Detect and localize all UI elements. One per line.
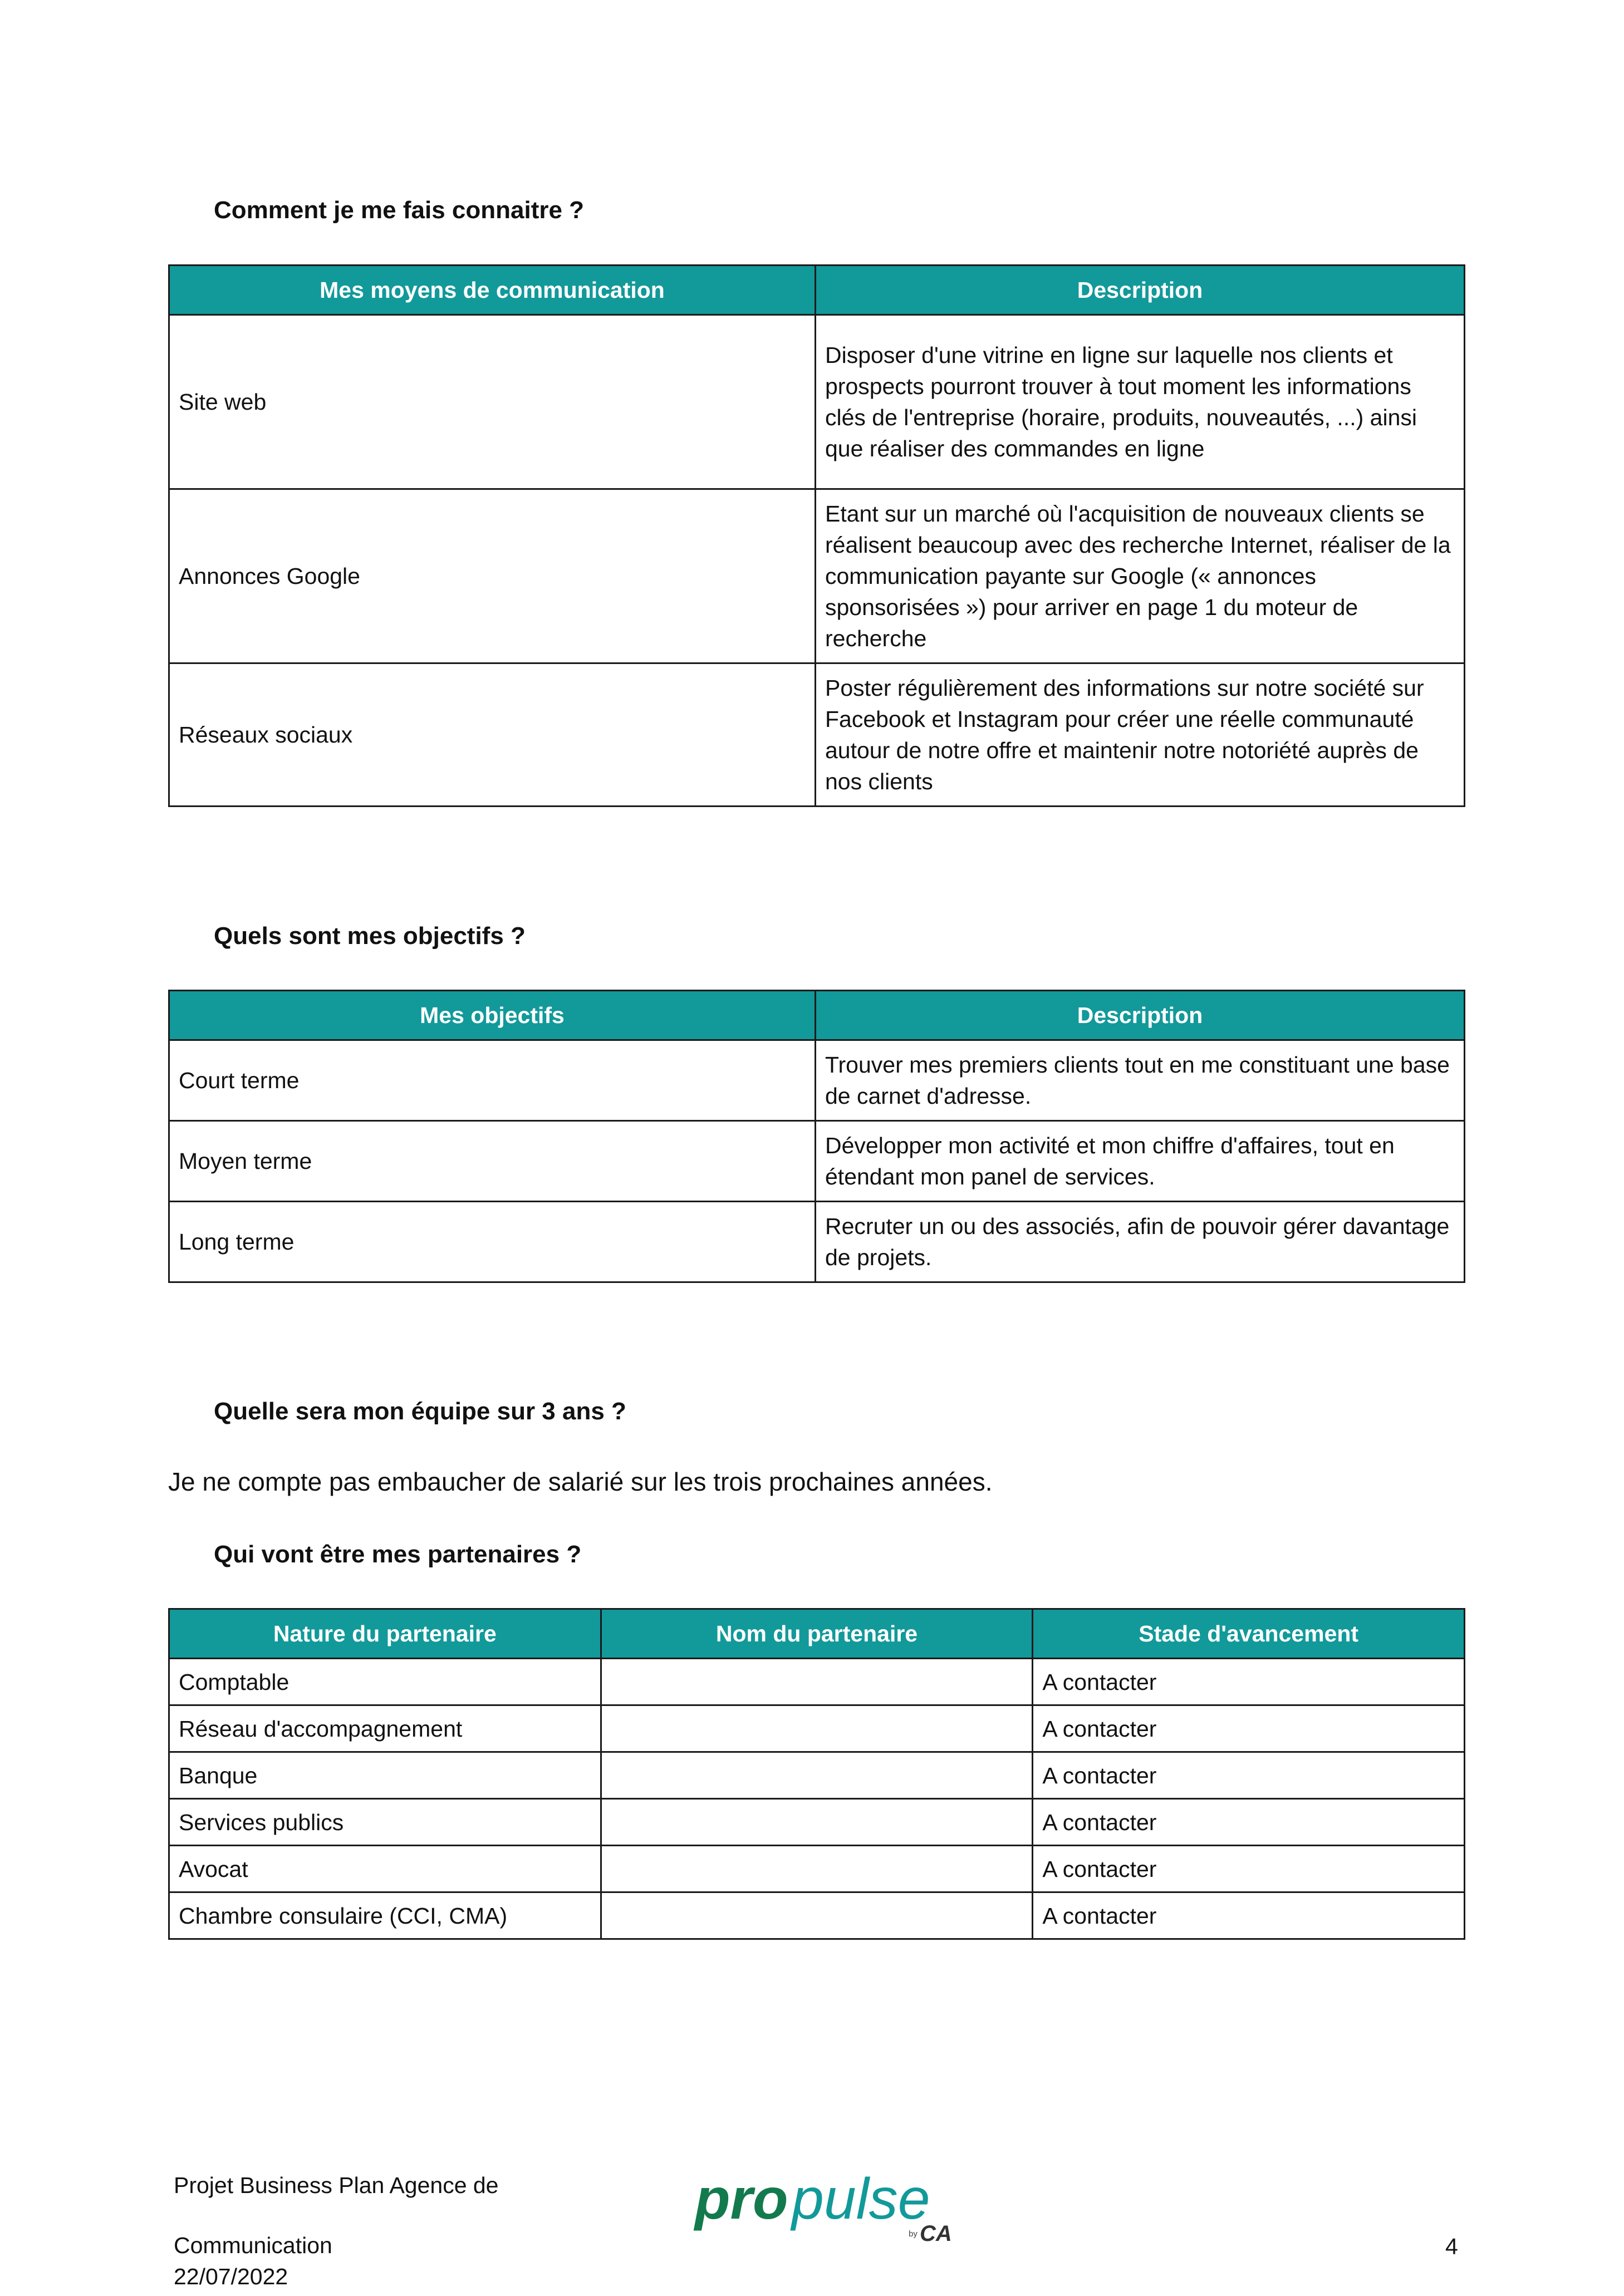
column-header-description: Description (816, 991, 1465, 1040)
communication-means-cell: Annonces Google (169, 489, 816, 663)
table-row (169, 1705, 1465, 1752)
communication-means-cell: Réseaux sociaux (169, 663, 816, 807)
objective-term-cell: Court terme (169, 1040, 816, 1121)
column-header-description: Description (816, 266, 1465, 315)
table-row (169, 1121, 1465, 1202)
partner-stage-cell: A contacter (1033, 1705, 1465, 1752)
logo-text-pro: pro (695, 2167, 788, 2231)
table-row (169, 1846, 1465, 1892)
footer-date: 22/07/2022 (174, 2264, 288, 2289)
objective-term-cell: Moyen terme (169, 1121, 816, 1202)
partner-name-cell (601, 1752, 1033, 1799)
table-row (169, 663, 1465, 807)
partners-table (168, 1608, 1465, 1940)
communication-heading: Comment je me fais connaitre ? (214, 196, 585, 224)
partner-stage-cell: A contacter (1033, 1799, 1465, 1846)
objectives-table (168, 990, 1465, 1283)
communication-means-cell: Site web (169, 315, 816, 489)
partner-stage-cell: A contacter (1033, 1659, 1465, 1705)
table-row (169, 489, 1465, 663)
logo-byline: by (909, 2229, 918, 2239)
partner-nature-cell: Chambre consulaire (CCI, CMA) (169, 1892, 601, 1939)
table-row (169, 1799, 1465, 1846)
objectives-heading: Quels sont mes objectifs ? (214, 922, 526, 950)
partner-name-cell (601, 1799, 1033, 1846)
partner-name-cell (601, 1705, 1033, 1752)
partner-name-cell (601, 1846, 1033, 1892)
objective-description-cell: Recruter un ou des associés, afin de pouvoir gérer davantage de projets. (816, 1202, 1465, 1282)
communication-table (168, 264, 1465, 807)
table-header-row (169, 991, 1465, 1040)
communication-description-cell: Disposer d'une vitrine en ligne sur laquelle nos clients et prospects pourront trouver à tout moment les informations clés de l'entreprise (horaire, produits, nouveautés, ...) ainsi que réaliser des commandes en ligne (816, 315, 1465, 489)
table-row (169, 1202, 1465, 1282)
column-header-objective: Mes objectifs (169, 991, 816, 1040)
column-header-stage: Stade d'avancement (1033, 1609, 1465, 1659)
communication-description-cell: Poster régulièrement des informations sur notre société sur Facebook et Instagram pour créer une réelle communauté autour de notre offre et maintenir notre notoriété auprès de nos clients (816, 663, 1465, 807)
partner-stage-cell: A contacter (1033, 1752, 1465, 1799)
partners-heading: Qui vont être mes partenaires ? (214, 1541, 582, 1568)
objective-description-cell: Trouver mes premiers clients tout en me constituant une base de carnet d'adresse. (816, 1040, 1465, 1121)
objective-term-cell: Long terme (169, 1202, 816, 1282)
footer-project-title-line2: Communication (174, 2233, 332, 2258)
table-row (169, 1659, 1465, 1705)
column-header-means: Mes moyens de communication (169, 266, 816, 315)
partner-nature-cell: Services publics (169, 1799, 601, 1846)
column-header-name: Nom du partenaire (601, 1609, 1033, 1659)
team-heading: Quelle sera mon équipe sur 3 ans ? (214, 1398, 626, 1425)
partner-stage-cell: A contacter (1033, 1846, 1465, 1892)
partner-name-cell (601, 1659, 1033, 1705)
table-row (169, 1752, 1465, 1799)
objective-description-cell: Développer mon activité et mon chiffre d'affaires, tout en étendant mon panel de services. (816, 1121, 1465, 1202)
propulse-logo (690, 2163, 969, 2246)
table-row (169, 1040, 1465, 1121)
footer-project-info (174, 2170, 563, 2292)
partner-nature-cell: Avocat (169, 1846, 601, 1892)
table-row (169, 1892, 1465, 1939)
column-header-nature: Nature du partenaire (169, 1609, 601, 1659)
communication-description-cell: Etant sur un marché où l'acquisition de nouveaux clients se réalisent beaucoup avec des recherche Internet, réaliser de la communication payante sur Google (« annonces sponsorisées ») pour arriver en page 1 du moteur de recherche (816, 489, 1465, 663)
team-text: Je ne compte pas embaucher de salarié sur les trois prochaines années. (168, 1467, 993, 1496)
partner-nature-cell: Banque (169, 1752, 601, 1799)
partner-name-cell (601, 1892, 1033, 1939)
logo-ca-mark: CA (920, 2221, 952, 2246)
partner-stage-cell: A contacter (1033, 1892, 1465, 1939)
partner-nature-cell: Réseau d'accompagnement (169, 1705, 601, 1752)
footer-project-title-line1: Projet Business Plan Agence de (174, 2172, 499, 2198)
page-number: 4 (1445, 2234, 1458, 2259)
table-header-row (169, 266, 1465, 315)
table-header-row (169, 1609, 1465, 1659)
table-row (169, 315, 1465, 489)
logo-text-pulse: pulse (792, 2167, 930, 2231)
partner-nature-cell: Comptable (169, 1659, 601, 1705)
